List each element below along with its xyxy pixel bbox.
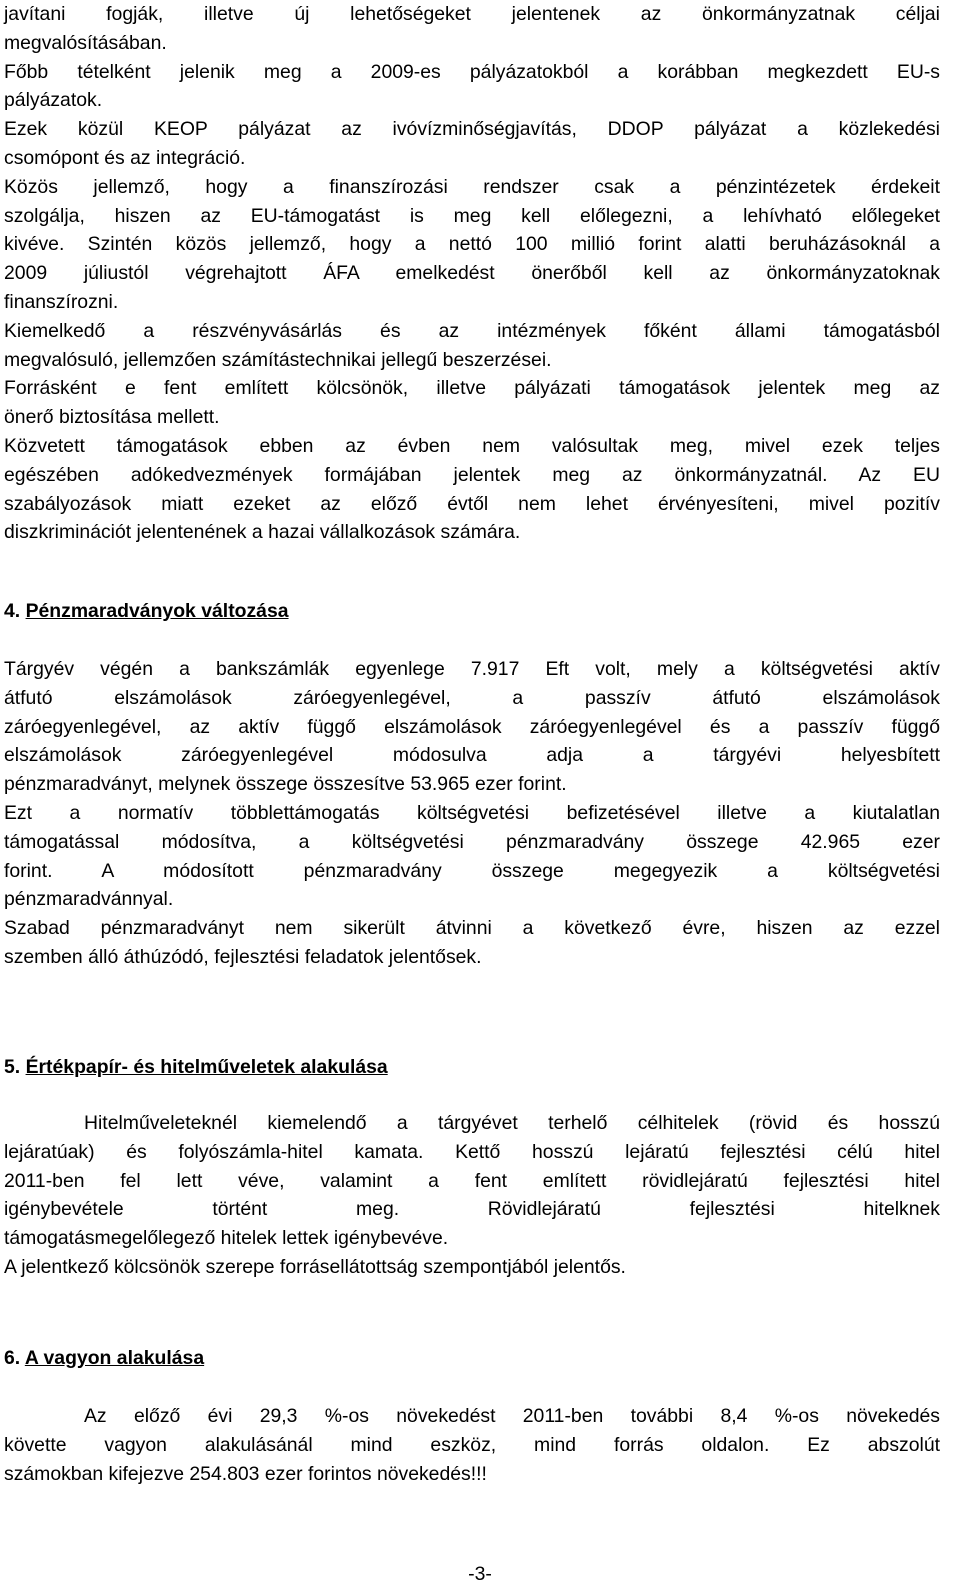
section-heading bbox=[4, 1053, 388, 1082]
text-line: Tárgyév végén a bankszámlák egyenlege 7.917 Eft volt, mely a költségvetési aktív bbox=[4, 658, 940, 680]
text-line: Közvetett támogatások ebben az évben nem valósultak meg, mivel ezek teljes bbox=[4, 434, 940, 457]
section-title: Pénzmaradványok változása bbox=[25, 600, 289, 622]
text-line: pénzmaradványt, melynek összege összesítve 53.965 ezer forint. bbox=[4, 773, 567, 796]
section-heading bbox=[4, 1344, 204, 1373]
text-line: megvalósításában. bbox=[4, 31, 167, 54]
text-line: 2009 júliustól végrehajtott ÁFA emelkedést önerőből kell az önkormányzatoknak bbox=[4, 262, 940, 285]
text-line: egészében adókedvezmények formájában jelentek meg az önkormányzatnál. Az EU bbox=[4, 463, 940, 486]
text-line: forint. A módosított pénzmaradvány összege megegyezik a költségvetési bbox=[4, 859, 940, 882]
paragraph-block bbox=[4, 655, 940, 972]
text-line: csomópont és az integráció. bbox=[4, 146, 246, 169]
text-line: pénzmaradvánnyal. bbox=[4, 888, 174, 911]
text-line: szolgálja, hiszen az EU-támogatást is meg kell előlegezni, a lehívható előlegeket bbox=[4, 204, 940, 227]
text-line: záróegyenlegével, az aktív függő elszámolások záróegyenlegével és a passzív függő bbox=[4, 715, 940, 738]
text-line: diszkriminációt jelentenének a hazai vállalkozások számára. bbox=[4, 521, 521, 544]
text-line: átfutó elszámolások záróegyenlegével, a passzív átfutó elszámolások bbox=[4, 686, 940, 709]
text-line: Az előző évi 29,3 %-os növekedést 2011-ben további 8,4 %-os növekedés bbox=[84, 1405, 940, 1427]
text-line: támogatásmegelőlegező hitelek lettek igénybevéve. bbox=[4, 1227, 449, 1250]
section-number: 6. bbox=[4, 1347, 25, 1369]
text-line: Ezek közül KEOP pályázat az ivóvízminőségjavítás, DDOP pályázat a közlekedési bbox=[4, 118, 940, 141]
text-line: A jelentkező kölcsönök szerepe forrásellátottság szempontjából jelentős. bbox=[4, 1255, 626, 1278]
text-line: önerő biztosítása mellett. bbox=[4, 406, 220, 429]
text-line: finanszírozni. bbox=[4, 290, 119, 313]
text-line: szemben álló áthúzódó, fejlesztési feladatok jelentősek. bbox=[4, 945, 482, 968]
text-line: támogatással módosítva, a költségvetési pénzmaradvány összege 42.965 ezer bbox=[4, 830, 940, 853]
text-line: lejáratúak) és folyószámla-hitel kamata. Kettő hosszú lejáratú fejlesztési célú hitel bbox=[4, 1140, 940, 1163]
text-line: igénybevétele történt meg. Rövidlejáratú fejlesztési hitelknek bbox=[4, 1198, 940, 1221]
paragraph-block bbox=[4, 0, 940, 547]
text-line: Közös jellemző, hogy a finanszírozási rendszer csak a pénzintézetek érdekeit bbox=[4, 175, 940, 198]
section-number: 4. bbox=[4, 600, 26, 622]
section-title: A vagyon alakulása bbox=[24, 1347, 205, 1369]
text-line: Kiemelkedő a részvényvásárlás és az intézmények főként állami támogatásból bbox=[4, 319, 940, 342]
text-line: számokban kifejezve 254.803 ezer forintos növekedés!!! bbox=[4, 1462, 487, 1485]
section-heading bbox=[4, 597, 289, 626]
text-line: kivéve. Szintén közös jellemző, hogy a nettó 100 millió forint alatti beruházásoknál a bbox=[4, 233, 940, 256]
text-line: szabályozások miatt ezeket az előző évtől nem lehet érvényesíteni, mivel pozitív bbox=[4, 492, 940, 515]
text-line: elszámolások záróegyenlegével módosulva adja a tárgyévi helyesbített bbox=[4, 744, 940, 767]
text-line: Forrásként e fent említett kölcsönök, illetve pályázati támogatások jelentek meg az bbox=[4, 377, 940, 400]
paragraph-block bbox=[4, 1402, 940, 1488]
paragraph-block bbox=[4, 1109, 940, 1282]
section-title: Értékpapír- és hitelműveletek alakulása bbox=[25, 1056, 388, 1078]
text-line: Ezt a normatív többlettámogatás költségvetési befizetésével illetve a kiutalatlan bbox=[4, 801, 940, 824]
page-number: -3- bbox=[468, 1563, 492, 1585]
text-line: követte vagyon alakulásánál mind eszköz, mind forrás oldalon. Ez abszolút bbox=[4, 1433, 940, 1456]
text-line: pályázatok. bbox=[4, 89, 103, 112]
text-line: javítani fogják, illetve új lehetőségeket jelentenek az önkormányzatnak céljai bbox=[4, 3, 940, 25]
text-line: 2011-ben fel lett véve, valamint a fent említett rövidlejáratú fejlesztési hitel bbox=[4, 1169, 940, 1192]
section-number: 5. bbox=[4, 1056, 26, 1078]
text-line: Szabad pénzmaradványt nem sikerült átvinni a következő évre, hiszen az ezzel bbox=[4, 917, 940, 940]
text-line: megvalósuló, jellemzően számítástechnikai jellegű beszerzései. bbox=[4, 348, 552, 371]
text-line: Főbb tételként jelenik meg a 2009-es pályázatokból a korábban megkezdett EU-s bbox=[4, 60, 940, 83]
text-line: Hitelműveleteknél kiemelendő a tárgyévet terhelő célhitelek (rövid és hosszú bbox=[84, 1112, 940, 1134]
